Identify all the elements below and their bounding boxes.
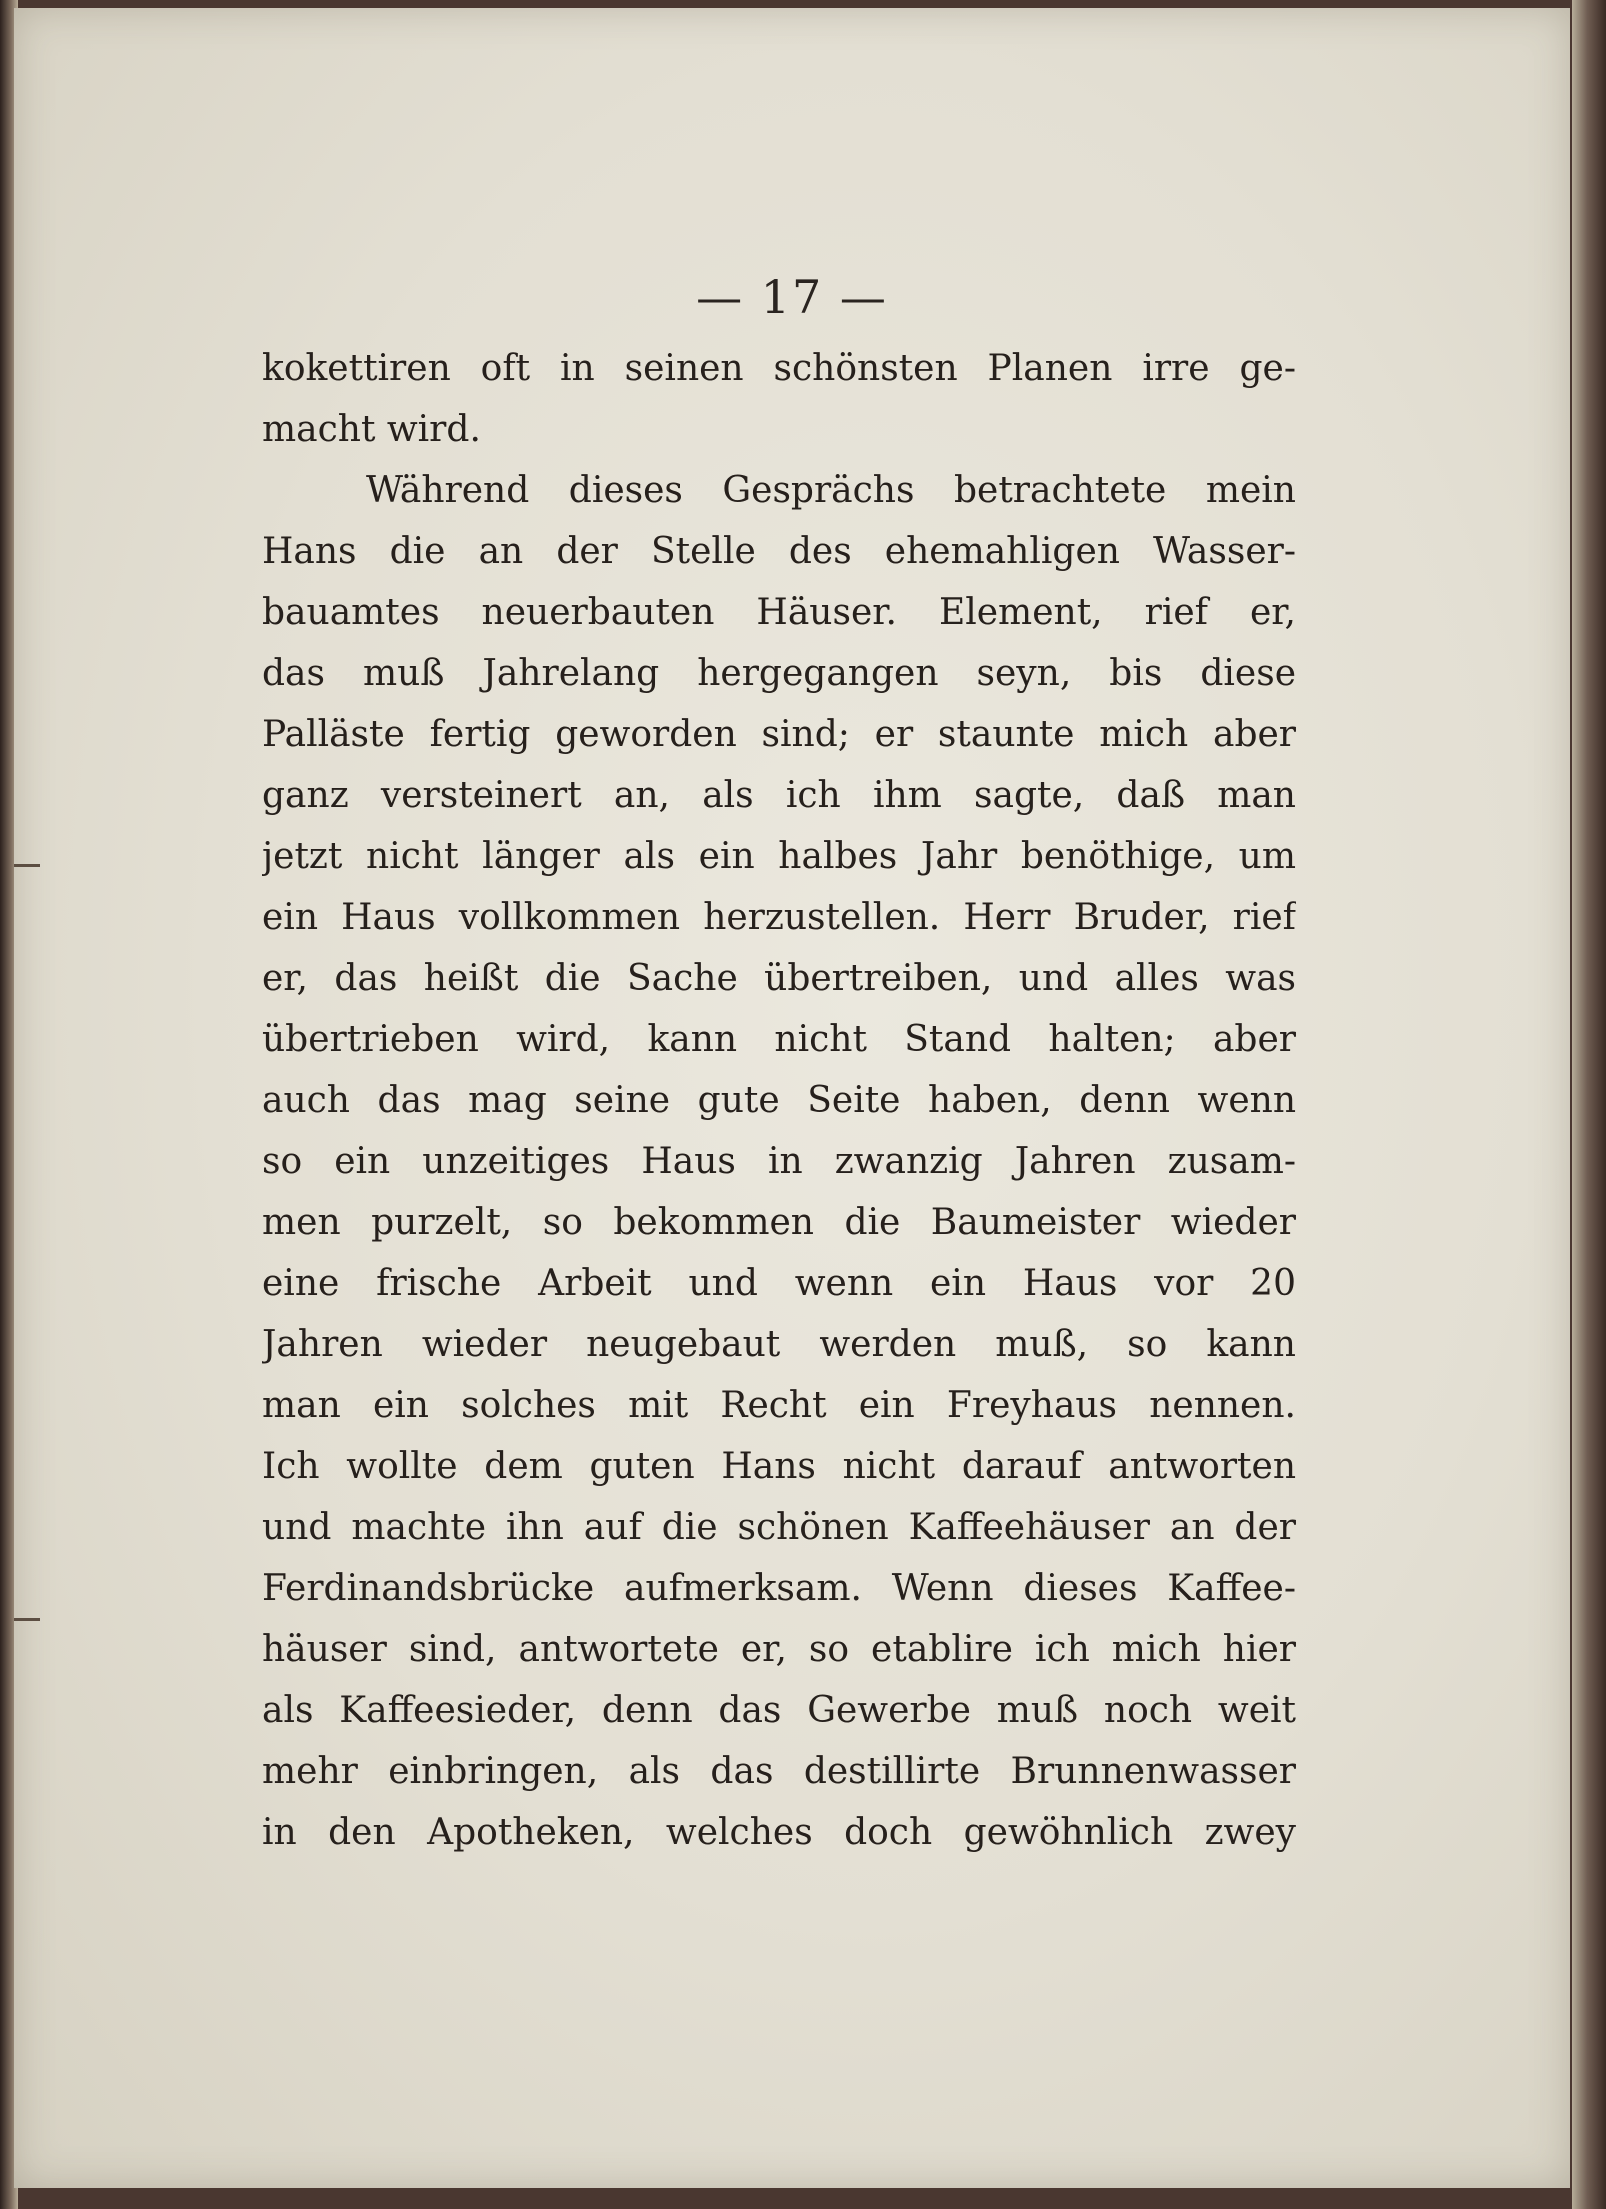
text-line: so ein unzeitiges Haus in zwanzig Jahren zusam- <box>262 1141 1296 1182</box>
text-line: er, das heißt die Sache übertreiben, und alles was <box>262 958 1296 999</box>
text-line: als Kaffeesieder, denn das Gewerbe muß noch weit <box>262 1690 1296 1731</box>
text-line: das muß Jahrelang hergegangen seyn, bis diese <box>262 653 1296 694</box>
text-line: men purzelt, so bekommen die Baumeister wieder <box>262 1202 1296 1243</box>
text-line: kokettiren oft in seinen schönsten Planen irre ge- <box>262 348 1296 389</box>
text-line: jetzt nicht länger als ein halbes Jahr benöthige, um <box>262 836 1296 877</box>
text-line: Während dieses Gesprächs betrachtete mein <box>366 470 1296 511</box>
text-line: man ein solches mit Recht ein Freyhaus nennen. <box>262 1385 1296 1426</box>
text-line: Jahren wieder neugebaut werden muß, so kann <box>262 1324 1296 1365</box>
text-line: und machte ihn auf die schönen Kaffeehäuser an der <box>262 1507 1296 1548</box>
binding-stitch <box>14 1618 40 1621</box>
text-line: ein Haus vollkommen herzustellen. Herr Bruder, rief <box>262 897 1296 938</box>
text-line: Ich wollte dem guten Hans nicht darauf antworten <box>262 1446 1296 1487</box>
page-stack-edge <box>1572 0 1606 2209</box>
text-line: mehr einbringen, als das destillirte Brunnenwasser <box>262 1751 1296 1792</box>
text-line: Hans die an der Stelle des ehemahligen Wasser- <box>262 531 1296 572</box>
text-line: Ferdinandsbrücke aufmerksam. Wenn dieses Kaffee- <box>262 1568 1296 1609</box>
body-text <box>262 338 1296 1863</box>
text-line: macht wird. <box>262 409 481 450</box>
text-line: ganz versteinert an, als ich ihm sagte, daß man <box>262 775 1296 816</box>
page-number: — 17 — <box>696 270 888 324</box>
text-line: bauamtes neuerbauten Häuser. Element, rief er, <box>262 592 1296 633</box>
text-line: häuser sind, antwortete er, so etablire ich mich hier <box>262 1629 1296 1670</box>
text-line: eine frische Arbeit und wenn ein Haus vor 20 <box>262 1263 1296 1304</box>
text-line: in den Apotheken, welches doch gewöhnlich zwey <box>262 1812 1296 1853</box>
text-line: übertrieben wird, kann nicht Stand halten; aber <box>262 1019 1296 1060</box>
text-line: auch das mag seine gute Seite haben, denn wenn <box>262 1080 1296 1121</box>
binding-stitch <box>14 864 40 867</box>
book-page <box>14 8 1570 2188</box>
text-line: Palläste fertig geworden sind; er staunte mich aber <box>262 714 1296 755</box>
